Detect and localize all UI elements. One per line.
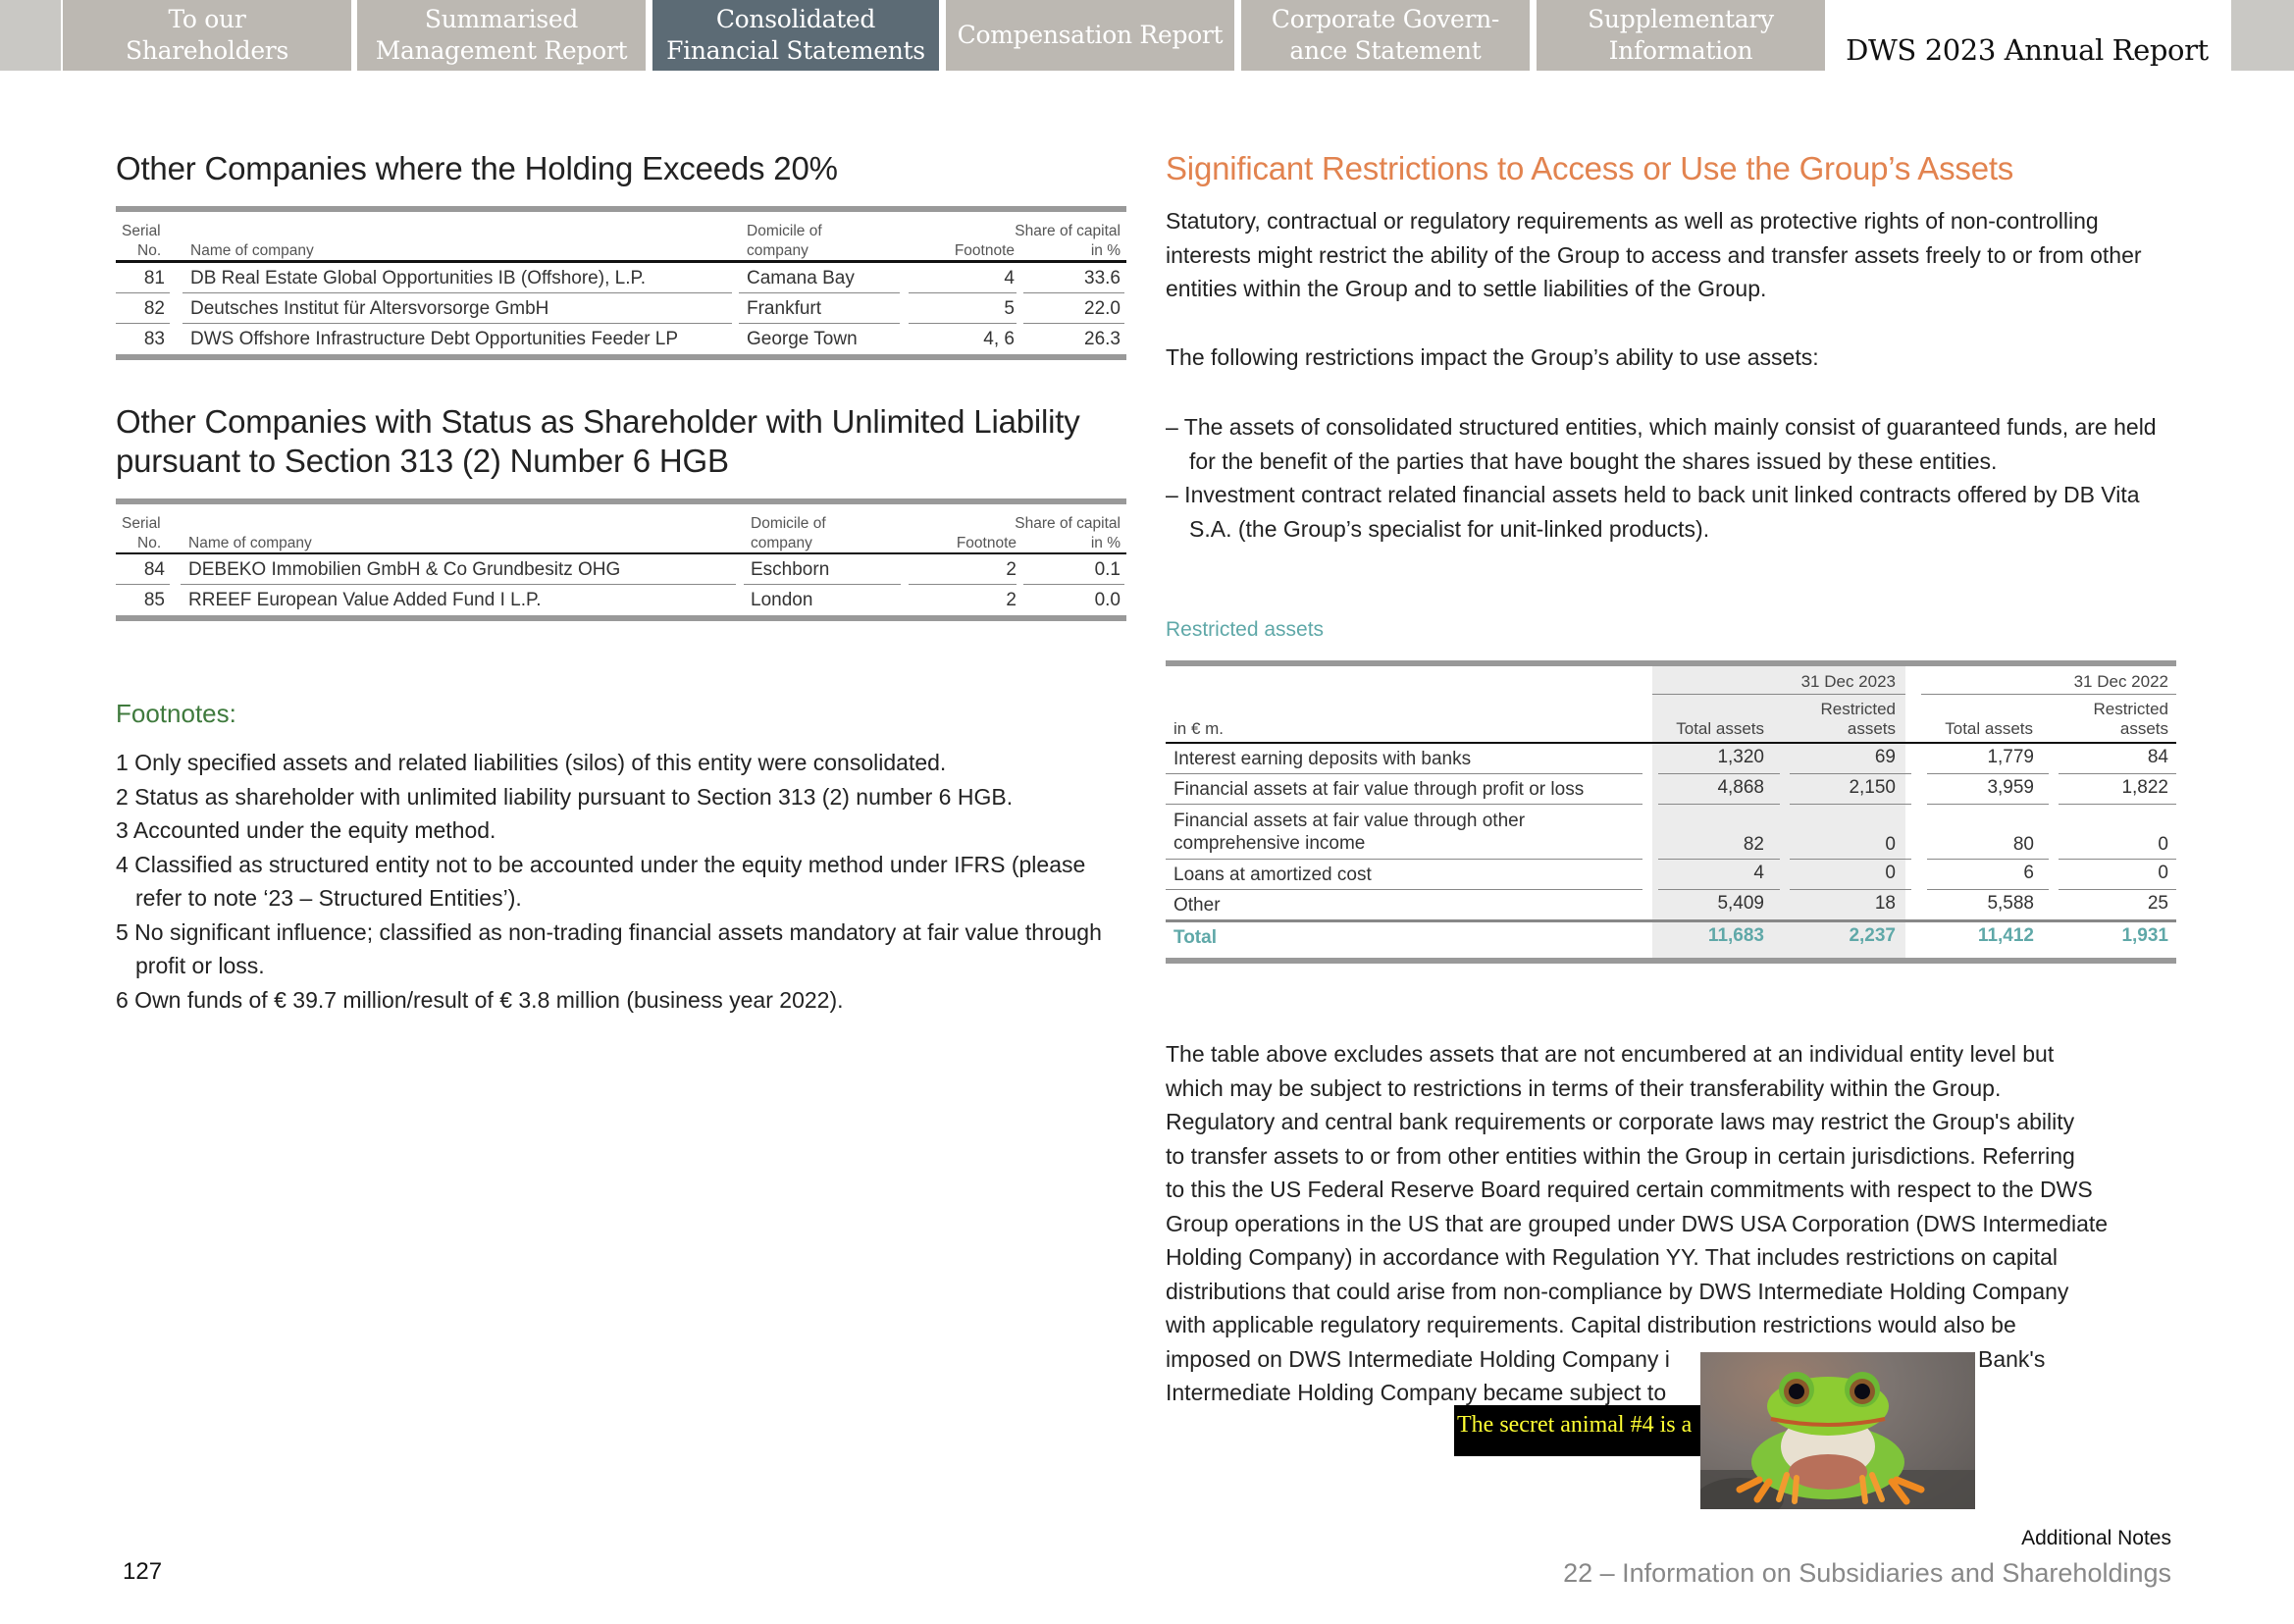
period-2023-header: 31 Dec 2023 — [1800, 672, 1896, 691]
bullet-item: – The assets of consolidated structured entities, which mainly consist of guaranteed funds, are held for the benefit of the parties that have bought the shares issued by these entities. — [1166, 414, 2157, 474]
footer-section-title[interactable]: 22 – Information on Subsidiaries and Shareholdings — [1563, 1558, 2171, 1588]
tab-label: To our — [168, 5, 246, 33]
restricted-2023-cell: 18 — [1874, 893, 1896, 914]
header-restricted-2022: Restricted — [2093, 700, 2168, 718]
footnote-item: 1 Only specified assets and related liabilities (silos) of this entity were consolidated. — [116, 750, 947, 775]
total-assets-2023-cell: 82 — [1743, 834, 1764, 855]
footnotes-list — [116, 746, 1146, 1017]
row-label: Interest earning deposits with banks — [1173, 749, 1472, 769]
table-row — [1166, 744, 2176, 774]
footnotes-title: Footnotes: — [116, 699, 236, 728]
company-name-cell: DWS Offshore Infrastructure Debt Opportunities Feeder LP — [190, 329, 679, 349]
total-assets-2022-cell: 1,779 — [1987, 747, 2034, 767]
total-assets-2022-cell: 6 — [2023, 863, 2034, 883]
footnote-cell: 4 — [1004, 268, 1015, 288]
row-label: Financial assets at fair value through profit or loss — [1173, 779, 1585, 800]
unlimited-liability-table — [116, 498, 1126, 621]
table-row — [116, 585, 1126, 615]
serial-cell: 84 — [143, 559, 165, 580]
footnote-item: 4 Classified as structured entity not to be accounted under the equity method under IFRS (please refer to note ‘23 – Structured Entities’). — [116, 851, 1086, 911]
table-bottom-bar — [116, 354, 1126, 360]
text-line: Intermediate Holding Company became subject to — [1166, 1380, 1667, 1405]
restricted-assets-table — [1166, 660, 2176, 965]
text-line-tail: Bank's — [1978, 1345, 2046, 1372]
serial-cell: 81 — [143, 268, 165, 288]
serial-cell: 83 — [143, 329, 165, 349]
restricted-2022-cell: 0 — [2158, 834, 2168, 855]
serial-cell: 82 — [143, 298, 165, 319]
table-row — [1166, 890, 2176, 919]
table-caption: Restricted assets — [1166, 618, 1325, 641]
header-serial: Serial — [122, 223, 161, 239]
restricted-2022-cell: 25 — [2147, 893, 2168, 914]
table-row — [1166, 860, 2176, 890]
title-line-1: Other Companies with Status as Shareholder with Unlimited Liability — [116, 403, 1080, 440]
domicile-cell: Frankfurt — [747, 298, 822, 319]
domicile-cell: George Town — [747, 329, 858, 349]
frog-image — [1700, 1352, 1975, 1509]
header-share-2: in % — [1090, 535, 1121, 551]
header-restricted-2022-2: assets — [2119, 719, 2168, 738]
total-assets-2023-cell: 4,868 — [1717, 777, 1764, 798]
domicile-cell: London — [751, 590, 813, 610]
text-line: which may be subject to restrictions in terms of their transferability within the Group. — [1166, 1074, 2002, 1101]
text-line: to this the US Federal Reserve Board required certain commitments with respect to the DWS — [1166, 1177, 2093, 1202]
tab-supplementary-information[interactable] — [1537, 0, 1825, 71]
restricted-2022-cell: 1,822 — [2121, 777, 2168, 798]
header-restricted-2023-2: assets — [1847, 719, 1896, 738]
share-cell: 0.1 — [1094, 559, 1121, 580]
intro-paragraph: Statutory, contractual or regulatory requirements as well as protective rights of non-controlling interests might restrict the ability of the Group to access and transfer assets freely to or from other entities within the Group and to settle liabilities of the Group. — [1166, 208, 2142, 301]
restricted-2023-cell: 0 — [1885, 863, 1896, 883]
text-line: Group operations in the US that are grouped under DWS USA Corporation (DWS Intermediate — [1166, 1210, 2109, 1236]
total-assets-2022-total: 11,412 — [1977, 925, 2034, 946]
text-line: Holding Company) in accordance with Regulation YY. That includes restrictions on capital — [1166, 1244, 2059, 1270]
share-cell: 22.0 — [1084, 298, 1121, 319]
header-total-assets-2022: Total assets — [1945, 719, 2033, 738]
domicile-cell: Camana Bay — [747, 268, 855, 288]
footer-section-label[interactable]: Additional Notes — [2021, 1527, 2171, 1549]
header-name: Name of company — [190, 242, 314, 259]
tab-compensation-report[interactable] — [946, 0, 1234, 71]
table-row — [116, 263, 1126, 293]
restricted-2023-total: 2,237 — [1849, 925, 1896, 946]
header-domicile: Domicile of — [751, 515, 826, 532]
header-domicile: Domicile of — [747, 223, 822, 239]
text-line: distributions that could arise from non-compliance by DWS Intermediate Holding Company — [1166, 1278, 2069, 1304]
tab-label: Information — [1608, 36, 1753, 65]
bullet-item: – Investment contract related financial assets held to back unit linked contracts offered by DB Vita S.A. (the Group’s specialist for unit-linked products). — [1166, 482, 2140, 542]
row-label: Other — [1173, 895, 1221, 916]
share-cell: 33.6 — [1084, 268, 1121, 288]
total-assets-2023-cell: 4 — [1753, 863, 1764, 883]
share-cell: 0.0 — [1094, 590, 1121, 610]
tab-label: Consolidated — [715, 5, 876, 33]
tab-label: Summarised — [424, 5, 579, 33]
page-number: 127 — [123, 1558, 163, 1585]
text-line: with applicable regulatory requirements. Capital distribution restrictions would also be — [1166, 1312, 2016, 1337]
section-title-holdings-over-20: Other Companies where the Holding Exceeds 20% — [116, 150, 838, 186]
tab-label: Management Report — [375, 36, 628, 65]
text-line: to transfer assets to or from other entities within the Group in certain jurisdictions. Referring — [1166, 1142, 2075, 1169]
secret-animal-caption: The secret animal #4 is a — [1454, 1405, 1707, 1456]
company-name-cell: Deutsches Institut für Altersvorsorge GmbH — [190, 298, 549, 319]
text-line: imposed on DWS Intermediate Holding Company i — [1166, 1345, 1670, 1372]
tab-to-our-shareholders[interactable] — [63, 0, 351, 71]
footnote-cell: 2 — [1006, 590, 1017, 610]
table-row — [1166, 805, 2176, 860]
title-line-2: pursuant to Section 313 (2) Number 6 HGB — [116, 443, 729, 479]
text-line: Regulatory and central bank requirements or corporate laws may restrict the Group's ability — [1166, 1109, 2075, 1134]
restricted-2022-cell: 84 — [2147, 747, 2168, 767]
header-name: Name of company — [188, 535, 312, 551]
total-row — [1166, 922, 2176, 952]
table-header — [116, 212, 1126, 263]
closing-paragraph — [1166, 1037, 2186, 1410]
header-domicile-2: company — [747, 242, 808, 259]
header-serial-no: No. — [137, 535, 162, 551]
tab-label: Supplementary — [1588, 5, 1774, 33]
total-assets-2022-cell: 5,588 — [1987, 893, 2034, 914]
holdings-over-20-table — [116, 206, 1126, 360]
restricted-2022-cell: 0 — [2158, 863, 2168, 883]
company-name-cell: RREEF European Value Added Fund I L.P. — [188, 590, 542, 610]
frog-icon — [1700, 1352, 1975, 1509]
total-assets-2023-total: 11,683 — [1707, 925, 1764, 946]
period-2022-header: 31 Dec 2022 — [2073, 672, 2168, 691]
nav-edge-left — [0, 0, 61, 71]
table-row — [1166, 774, 2176, 805]
footnote-cell: 2 — [1006, 559, 1017, 580]
company-name-cell: DEBEKO Immobilien GmbH & Co Grundbesitz OHG — [188, 559, 621, 580]
table-row — [116, 554, 1126, 585]
tab-label: ance Statement — [1289, 36, 1482, 65]
total-assets-2023-cell: 1,320 — [1717, 747, 1764, 767]
share-cell: 26.3 — [1084, 329, 1121, 349]
row-label-line-2: comprehensive income — [1173, 833, 1366, 854]
header-share: Share of capital — [1015, 223, 1121, 239]
footnote-cell: 4, 6 — [983, 329, 1015, 349]
total-assets-2023-cell: 5,409 — [1717, 893, 1764, 914]
tab-summarised-management-report[interactable] — [357, 0, 646, 71]
total-assets-2022-cell: 80 — [2012, 834, 2034, 855]
unit-label: in € m. — [1173, 719, 1225, 738]
tab-label: Corporate Govern- — [1271, 5, 1500, 33]
header-share-2: in % — [1090, 242, 1121, 259]
header-domicile-2: company — [751, 535, 812, 551]
table-row — [116, 324, 1126, 354]
header-restricted-2023: Restricted — [1820, 700, 1896, 718]
total-assets-2022-cell: 3,959 — [1987, 777, 2034, 798]
tab-label: Compensation Report — [957, 21, 1224, 49]
company-name-cell: DB Real Estate Global Opportunities IB (Offshore), L.P. — [190, 268, 646, 288]
section-title-unlimited-liability — [116, 402, 1080, 481]
row-label: Loans at amortized cost — [1173, 864, 1372, 885]
footnote-item: 6 Own funds of € 39.7 million/result of € 3.8 million (business year 2022). — [116, 986, 844, 1013]
header-serial-no: No. — [137, 242, 162, 259]
table-bottom-bar — [1166, 958, 2176, 964]
header-footnote: Footnote — [956, 535, 1017, 551]
header-share: Share of capital — [1015, 515, 1121, 532]
table-row — [116, 293, 1126, 324]
restricted-2023-cell: 0 — [1885, 834, 1896, 855]
restricted-2023-cell: 69 — [1874, 747, 1896, 767]
section-title-restrictions: Significant Restrictions to Access or Use the Group’s Assets — [1166, 150, 2014, 186]
total-label: Total — [1173, 927, 1217, 948]
row-label: Financial assets at fair value through other — [1173, 811, 1526, 831]
restricted-2023-cell: 2,150 — [1849, 777, 1896, 798]
header-serial: Serial — [122, 515, 161, 532]
tab-consolidated-financial-statements[interactable] — [652, 0, 939, 71]
restrictions-bullet-list — [1166, 410, 2186, 546]
nav-edge-right — [2231, 0, 2294, 71]
tab-label: Financial Statements — [666, 36, 925, 65]
tab-corporate-governance-statement[interactable] — [1241, 0, 1530, 71]
table-header — [116, 504, 1126, 554]
footnote-item: 3 Accounted under the equity method. — [116, 817, 496, 843]
lead-paragraph: The following restrictions impact the Group’s ability to use assets: — [1166, 344, 1819, 370]
table-bottom-bar — [116, 615, 1126, 621]
text-line: The table above excludes assets that are not encumbered at an individual entity level but — [1166, 1041, 2055, 1067]
serial-cell: 85 — [143, 590, 165, 610]
domicile-cell: Eschborn — [751, 559, 830, 580]
footnote-item: 5 No significant influence; classified as non-trading financial assets mandatory at fair value through profit or loss. — [116, 918, 1102, 978]
tab-label: Shareholders — [125, 36, 288, 65]
report-title: DWS 2023 Annual Report — [1846, 33, 2209, 67]
footnote-cell: 5 — [1004, 298, 1015, 319]
top-navigation — [0, 0, 2294, 71]
header-footnote: Footnote — [954, 242, 1015, 259]
restricted-2022-total: 1,931 — [2121, 925, 2168, 946]
header-total-assets-2023: Total assets — [1676, 719, 1764, 738]
footnote-item: 2 Status as shareholder with unlimited liability pursuant to Section 313 (2) number 6 HGB. — [116, 783, 1014, 810]
